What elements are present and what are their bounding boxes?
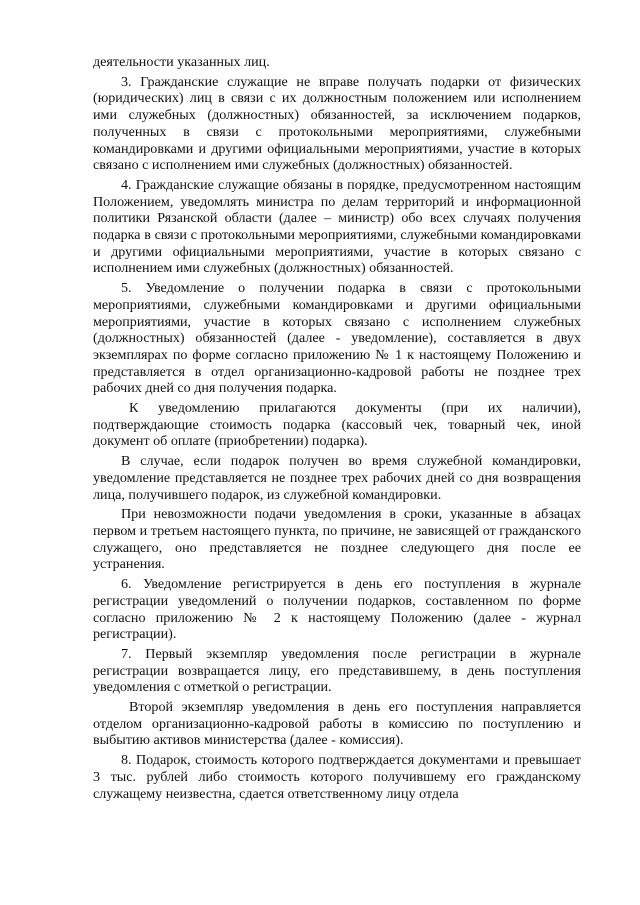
paragraph-item-8: 8. Подарок, стоимость которого подтверждается документами и превышает 3 тыс. рублей либо стоимость которого получившему его гражданскому служащему неизвестна, сдается ответственному лицу отдела (93, 752, 581, 802)
paragraph-item-3: 3. Гражданские служащие не вправе получать подарки от физических (юридических) лиц в связи с их должностным положением или исполнением ими служебных (должностных) обязанностей, за исключением подарков, полученных в связи с протокольными мероприятиями, служебными командировками и другими официальными мероприятиями, участие в которых связано с исполнением ими служебных (должностных) обязанностей. (93, 73, 581, 174)
paragraph-continuation: деятельности указанных лиц. (93, 54, 270, 70)
paragraph-item-7-second-copy: Второй экземпляр уведомления в день его поступления направляется отделом организационно-кадровой работы в комиссию по поступлению и выбытию активов министерства (далее - комиссия). (93, 699, 581, 749)
paragraph-item-7: 7. Первый экземпляр уведомления после регистрации в журнале регистрации возвращается лицу, его представившему, в день поступления уведомления с отметкой о регистрации. (93, 645, 581, 696)
document-page (93, 54, 581, 802)
paragraph-item-5: 5. Уведомление о получении подарка в связи с протокольными мероприятиями, служебными командировками и другими официальными мероприятиями, участие в которых связано с исполнением служебных (должностных) обязанностей (далее - уведомление), составляется в двух экземплярах по форме согласно приложению № 1 к настоящему Положению и представляется в отдел организационно-кадровой работы не позднее трех рабочих дней со дня получения подарка. (93, 280, 581, 397)
paragraph-item-5-business-trip: В случае, если подарок получен во время служебной командировки, уведомление представляется не позднее трех рабочих дней со дня возвращения лица, получившего подарок, из служебной командировки. (93, 453, 581, 503)
paragraph-item-6: 6. Уведомление регистрируется в день его поступления в журнале регистрации уведомлений о получении подарков, составленном по форме согласно приложению № 2 к настоящему Положению (далее - журнал регистрации). (93, 576, 581, 643)
paragraph-item-5-attachments: К уведомлению прилагаются документы (при их наличии), подтверждающие стоимость подарка (кассовый чек, товарный чек, иной документ об оплате (приобретении) подарка). (93, 400, 581, 450)
paragraph-item-4: 4. Гражданские служащие обязаны в порядке, предусмотренном настоящим Положением, уведомлять министра по делам территорий и информационной политики Рязанской области (далее – министр) обо всех случаях получения подарка в связи с протокольными мероприятиями, служебными командировками и другими официальными мероприятиями, участие в которых связано с исполнением ими служебных (должностных) обязанностей. (93, 176, 581, 277)
paragraph-item-5-impossibility: При невозможности подачи уведомления в сроки, указанные в абзацах первом и третьем настоящего пункта, по причине, не зависящей от гражданского служащего, оно представляется не позднее следующего дня после ее устранения. (93, 506, 581, 573)
